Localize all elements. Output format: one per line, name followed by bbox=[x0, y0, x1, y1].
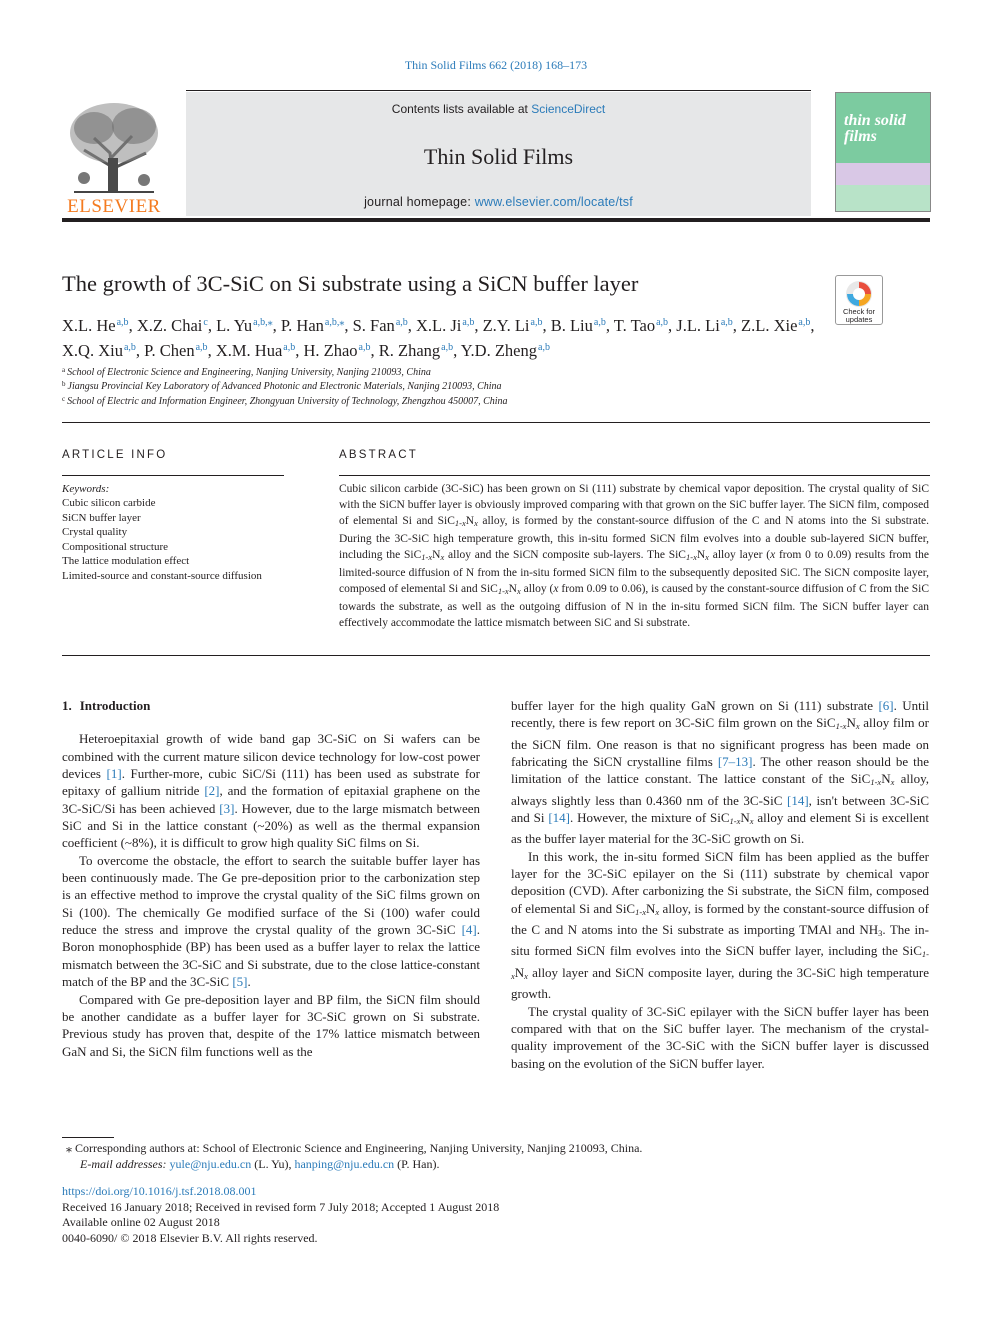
author-affiliation-mark[interactable]: c bbox=[203, 317, 208, 328]
author-affiliation-mark[interactable]: a,b bbox=[441, 342, 454, 353]
author-name[interactable]: S. Fan$^{a,b}$ bbox=[352, 316, 408, 335]
affiliation-c: $^c$ School of Electric and Information Engineer, Zhongyuan University of Technology, Zhengzhou 450007, China bbox=[62, 395, 508, 407]
author-affiliation-mark[interactable]: a,b bbox=[195, 342, 208, 353]
cover-title: thin solid films bbox=[844, 112, 906, 145]
crossmark-icon bbox=[844, 279, 874, 309]
homepage-line bbox=[186, 195, 811, 209]
body-column-left bbox=[62, 697, 480, 1060]
author-name[interactable]: Z.L. Xie$^{a,b}$ bbox=[741, 316, 811, 335]
keyword: Limited-source and constant-source diffusion bbox=[62, 569, 262, 582]
author-name[interactable]: L. $Yu^{a,b,⁎}$ bbox=[216, 316, 273, 335]
author-affiliation-mark[interactable]: a,b bbox=[395, 317, 408, 328]
keyword: Cubic silicon carbide bbox=[62, 497, 156, 509]
affiliation-b: $^b$ Jiangsu Provincial Key Laboratory of Advanced Photonic and Electronic Materials, Nanjing 210093, China bbox=[62, 380, 502, 392]
journal-title: Thin Solid Films bbox=[423, 144, 574, 169]
reference-link[interactable]: [3] bbox=[219, 800, 235, 816]
author-affiliation-mark[interactable]: a,b bbox=[358, 342, 371, 353]
section-heading-introduction: 1. Introduction bbox=[62, 698, 151, 713]
author-name[interactable]: X.L. Ji$^{a,b}$ bbox=[416, 316, 475, 335]
elsevier-tree-icon bbox=[64, 98, 164, 194]
homepage-link[interactable]: www.elsevier.com/locate/tsf bbox=[474, 195, 633, 209]
body-column-right bbox=[511, 697, 929, 1072]
header-divider bbox=[62, 422, 930, 423]
author-name[interactable]: T. Tao$^{a,b}$ bbox=[613, 316, 669, 335]
author-affiliation-mark[interactable]: a,b bbox=[538, 342, 550, 353]
online-date: Available online 02 August 2018 bbox=[62, 1215, 220, 1229]
author-affiliation-mark[interactable]: a,b bbox=[798, 317, 811, 328]
check-updates-label: Check for updates bbox=[842, 307, 876, 324]
corresponding-author-note: ⁎ Corresponding authors at: School of Electronic Science and Engineering, Nanjing University, Nanjing 210093, China. bbox=[66, 1141, 643, 1155]
author-name[interactable]: B. Liu$^{a,b}$ bbox=[550, 316, 606, 335]
abstract-heading: ABSTRACT bbox=[339, 449, 418, 461]
author-name[interactable]: X.Q. Xiu$^{a,b}$ bbox=[62, 341, 136, 360]
check-for-updates-button[interactable] bbox=[835, 275, 883, 325]
elsevier-logo bbox=[62, 98, 166, 217]
reference-link[interactable]: [7–13] bbox=[717, 754, 753, 770]
affiliation-a: $^a$ School of Electronic Science and Engineering, Nanjing University, Nanjing 210093, China bbox=[62, 366, 431, 378]
author-affiliation-mark[interactable]: a,b bbox=[462, 317, 475, 328]
author-name[interactable]: X.Z. Chai$^c$ bbox=[136, 316, 208, 335]
paragraph: The crystal quality of 3C-SiC epilayer with the SiCN buffer layer has been compared with that on the SiC buffer layer. The mechanism of the crystal-quality improvement of the 3C-SiC with the SiCN buffer layer is discussed basing on the evolution of the SiCN buffer layer. bbox=[511, 1003, 929, 1071]
author-name[interactable]: R. Zhang$^{a,b}$ bbox=[378, 341, 454, 360]
abstract-rule bbox=[339, 475, 930, 476]
author-affiliation-mark[interactable]: a,b bbox=[123, 342, 136, 353]
email-note: E-mail addresses: yule@nju.edu.cn (L. Yu), hanping@nju.edu.cn (P. Han). bbox=[80, 1157, 440, 1171]
author-affiliation-mark[interactable]: a,b,⁎ bbox=[324, 317, 345, 328]
author-affiliation-mark[interactable]: a,b,⁎ bbox=[253, 317, 273, 328]
cover-stripe bbox=[836, 163, 930, 185]
journal-cover bbox=[835, 92, 931, 212]
reference-link[interactable]: [2] bbox=[204, 783, 220, 799]
keyword: Compositional structure bbox=[62, 540, 169, 553]
author-affiliation-mark[interactable]: a,b bbox=[593, 317, 606, 328]
elsevier-wordmark: ELSEVIER bbox=[67, 196, 161, 217]
author-name[interactable]: Y.D. Zheng$^{a,b}$ bbox=[460, 341, 550, 360]
paragraph: In this work, the in-situ formed SiCN film has been applied as the buffer layer for the 3C-SiC epilayer on the Si (111) substrate by chemical vapor deposition (CVD). After carbonizing the Si substrate, the SiCN film, composed of elemental Si and SiC1-xNx alloy, is formed by the constant-source diffusion of the C and N atoms into the Si substrate as importing TMAl and NH3. The in-situ formed SiCN film evolves into the SiCN buffer layer, including the SiC1-xNx alloy layer and SiCN composite layer, during the 3C-SiC high temperature growth. bbox=[511, 848, 929, 1002]
journal-citation[interactable]: Thin Solid Films 662 (2018) 168–173 bbox=[404, 58, 588, 72]
homepage-prefix: journal homepage: bbox=[364, 195, 475, 209]
article-title: The growth of 3C-SiC on Si substrate using a SiCN buffer layer bbox=[62, 271, 639, 296]
footnote-rule bbox=[62, 1137, 114, 1138]
author-name[interactable]: P. Han$^{a,b,⁎}$ bbox=[280, 316, 345, 335]
author-affiliation-mark[interactable]: a,b bbox=[656, 317, 669, 328]
article-info-heading: ARTICLE INFO bbox=[62, 449, 168, 461]
author-name[interactable]: X.M. Hua$^{a,b}$ bbox=[215, 341, 296, 360]
banner-center bbox=[186, 92, 811, 216]
banner-bottom-rule bbox=[62, 218, 930, 222]
keyword: The lattice modulation effect bbox=[62, 555, 190, 567]
author-name[interactable]: H. Zhao$^{a,b}$ bbox=[303, 341, 371, 360]
paragraph: Heteroepitaxial growth of wide band gap 3C-SiC on Si wafers can be combined with the current mature silicon device technology for low-cost power devices [1]. Further-more, cubic SiC/Si (111) has been used as substrate for epitaxy of gallium nitride [2], and the formation of epitaxial graphene on the 3C-SiC/Si has been achieved [3]. However, due to the large mismatch between SiC and Si in the lattice constant (~20%) as well as the thermal expansion coefficient (~8%), it is difficult to grow high quality SiC films on Si. bbox=[62, 731, 481, 851]
author-list: X.L. He$^{a,b}$, X.Z. Chai$^c$, L. $Yu^{a,b,⁎}$, P. Han$^{a,b,⁎}$, S. Fan$^{a,b}$, X.L. Ji$^{a,b}$, Z.Y. Li$^{a,b}$, B. Liu$^{a,b}$, T. Tao$^{a,b}$, J.L. Li$^{a,b}$, Z.L. Xie$^{a,b}$, X.Q. Xiu$^{a,b}$, P. Chen$^{a,b}$, X.M. Hua$^{a,b}$, H. Zhao$^{a,b}$, R. Zhang$^{a,b}$, Y.D. Zheng$^{a,b}$ bbox=[62, 316, 815, 360]
contents-prefix: Contents lists available at bbox=[391, 102, 532, 116]
email-link[interactable]: hanping@nju.edu.cn bbox=[294, 1157, 395, 1171]
journal-banner bbox=[62, 90, 930, 220]
author-affiliation-mark[interactable]: a,b bbox=[720, 317, 733, 328]
sciencedirect-link[interactable]: ScienceDirect bbox=[531, 102, 606, 116]
reference-link[interactable]: [1] bbox=[106, 766, 122, 782]
author-name[interactable]: J.L. Li$^{a,b}$ bbox=[676, 316, 733, 335]
reference-link[interactable]: [5] bbox=[232, 974, 248, 990]
article-info-rule bbox=[62, 475, 284, 476]
reference-link[interactable]: [14] bbox=[786, 792, 809, 808]
copyright: 0040-6090/ © 2018 Elsevier B.V. All rights reserved. bbox=[62, 1231, 318, 1245]
doi-link[interactable]: https://doi.org/10.1016/j.tsf.2018.08.001 bbox=[62, 1184, 257, 1198]
author-affiliation-mark[interactable]: a,b bbox=[530, 317, 543, 328]
author-affiliation-mark[interactable]: a,b bbox=[283, 342, 296, 353]
reference-link[interactable]: [4] bbox=[461, 922, 477, 938]
banner-top-rule bbox=[186, 90, 811, 91]
keyword-list bbox=[62, 496, 262, 583]
keywords-heading: Keywords: bbox=[62, 483, 110, 495]
paragraph: To overcome the obstacle, the effort to search the suitable buffer layer has been continuously made. The Ge pre-deposition prior to the carbonization step is an effective method to improve the crystal quality of the SiC films grown on Si (100). The chemically Ge modified surface of the Si (100) wafer could reduce the stress and improve the crystal quality of the grown 3C-SiC [4]. Boron monophosphide (BP) has been used as a buffer layer to relax the lattice mismatch between the 3C-SiC and Si substrate, due to the close lattice-constant match of the BP and the 3C-SiC [5]. bbox=[62, 852, 480, 990]
author-affiliation-mark[interactable]: a,b bbox=[116, 317, 129, 328]
paragraph: buffer layer for the high quality GaN grown on Si (111) substrate [6]. Until recently, there is few report on 3C-SiC film grown on the SiC1-xNx alloy film or the SiCN film. One reason is that no significant progress has been made on fabricating the SiCN crystalline films [7–13]. The other reason should be the limitation of the lattice constant. The lattice constant of the SiC1-xNx alloy, always slightly less than 0.4360 nm of the 3C-SiC [14], isn't between 3C-SiC and Si [14]. However, the mixture of SiC1-xNx alloy and element Si is excellent as the buffer layer material for the 3C-SiC growth on Si. bbox=[511, 698, 930, 847]
keyword: SiCN buffer layer bbox=[62, 511, 141, 524]
author-name[interactable]: P. Chen$^{a,b}$ bbox=[144, 341, 208, 360]
author-name[interactable]: Z.Y. Li$^{a,b}$ bbox=[482, 316, 543, 335]
reference-link[interactable]: [6] bbox=[878, 698, 894, 713]
abstract-body: Cubic silicon carbide (3C-SiC) has been grown on Si (111) substrate by chemical vapor deposition. The crystal quality of SiC with the SiCN buffer layer is obviously improved comparing with that grown on the SiC buffer layer. The SiCN film, composed of elemental Si and SiC1-xNx alloy, is formed by the constant-source diffusion of the C and N atoms into the Si substrate. During the 3C-SiC high temperature growth, this in-situ formed SiCN film evolves into a double sub-layered SiCN buffer, including the SiC1-xNx alloy and the SiCN composite sub-layers. The SiC1-xNx alloy layer (x from 0 to 0.09) results from the limited-source diffusion of N from the in-situ formed SiCN film to the subsequently deposited SiC. The SiCN composite layer, composed of elemental Si and SiC1-xNx alloy (x from 0.09 to 0.06), is caused by the constant-source diffusion of C from the SiC towards the substrate, as well as the outgoing diffusion of N in the in-situ formed SiCN film. The SiCN buffer layer can effectively accommodate the lattice mismatch between SiC and Si substrate. bbox=[339, 483, 930, 629]
paragraph: Compared with Ge pre-deposition layer and BP film, the SiCN film should be another candidate as a buffer layer for 3C-SiC grown on Si substrate. Previous study has proven that, despite of the 17% lattice mismatch between GaN and Si, the SiCN film functions well as the bbox=[62, 991, 480, 1059]
history-dates: Received 16 January 2018; Received in revised form 7 July 2018; Accepted 1 August 2018 bbox=[62, 1200, 500, 1214]
contents-line bbox=[186, 102, 811, 116]
reference-link[interactable]: [14] bbox=[548, 810, 570, 826]
keyword: Crystal quality bbox=[62, 526, 128, 538]
author-name[interactable]: X.L. He$^{a,b}$ bbox=[62, 316, 129, 335]
email-link[interactable]: yule@nju.edu.cn bbox=[169, 1157, 252, 1171]
abstract-divider bbox=[62, 655, 930, 656]
